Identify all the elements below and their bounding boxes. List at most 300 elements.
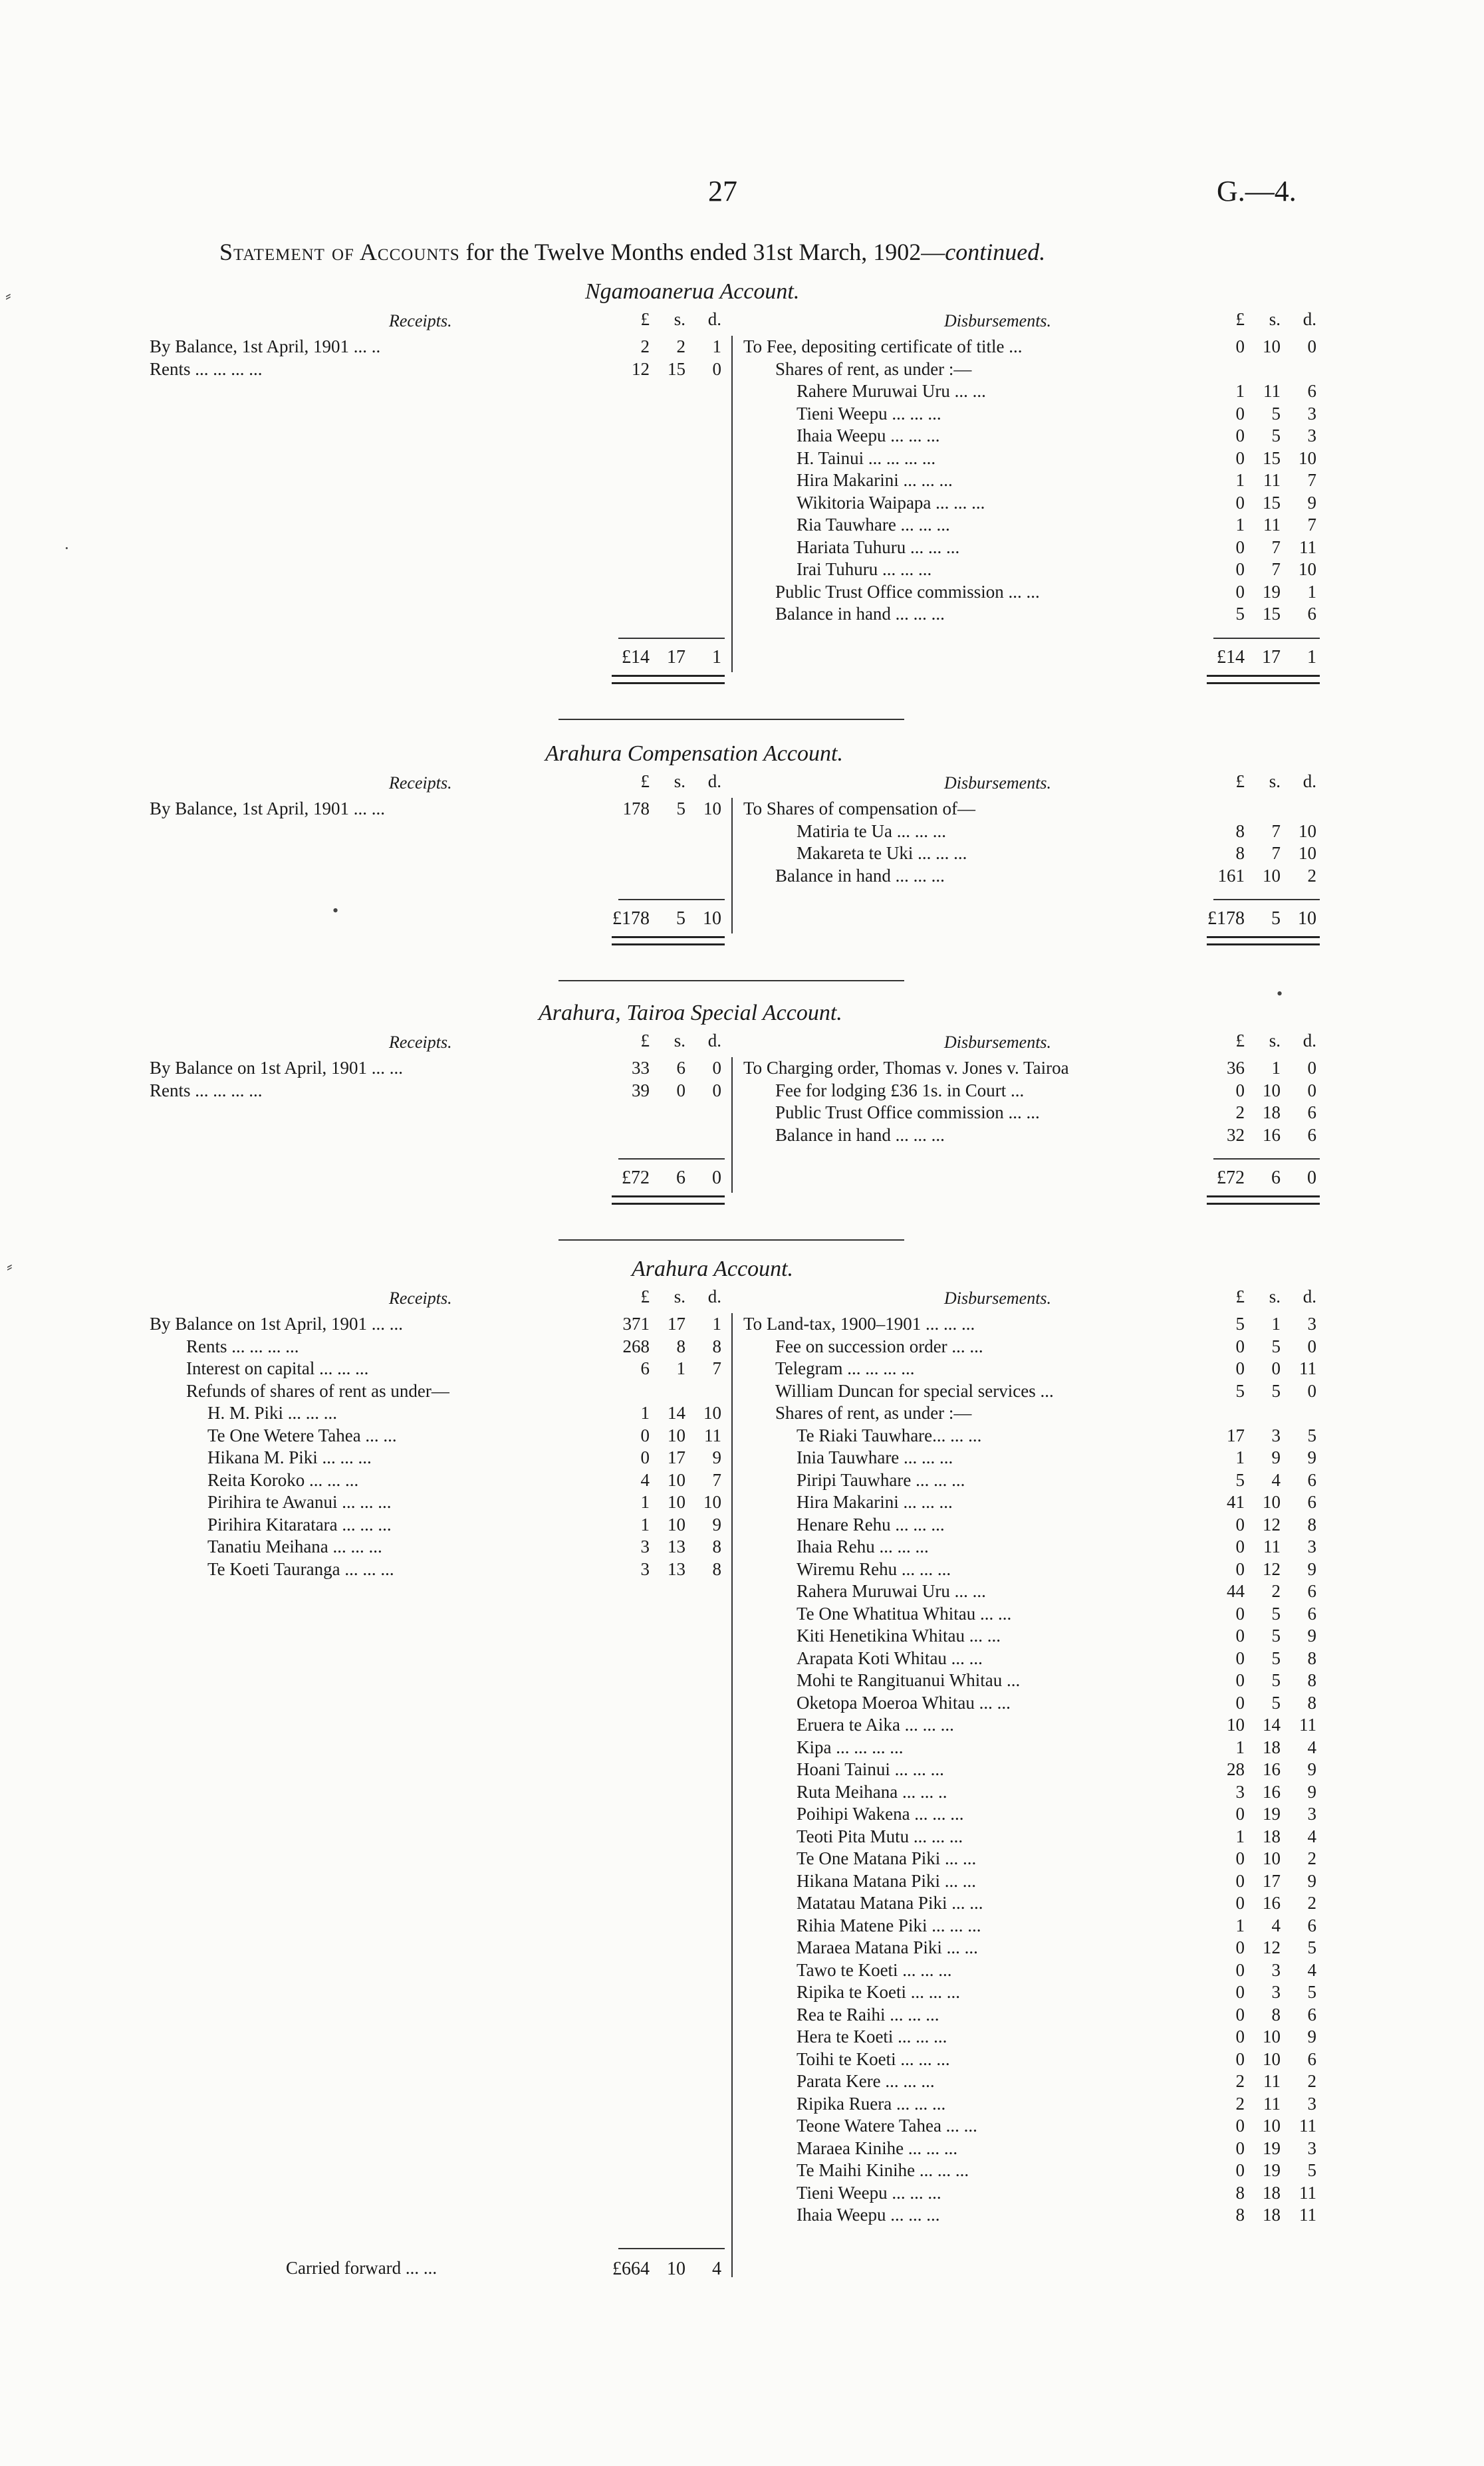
disbursement-amount-pence: 1 xyxy=(1307,581,1316,602)
disbursement-amount-shillings: 15 xyxy=(1263,604,1281,624)
disbursement-label: Rahere Muruwai Uru ... ... xyxy=(797,381,986,401)
disbursement-amount-shillings: 19 xyxy=(1263,2138,1281,2158)
disbursement-amount-pounds: 0 xyxy=(1235,403,1245,424)
disbursement-amount-pounds: 0 xyxy=(1235,1514,1245,1535)
disbursement-amount-pence: 7 xyxy=(1307,470,1316,490)
disbursement-amount-shillings: 4 xyxy=(1271,1915,1281,1935)
disbursement-amount-pounds: 0 xyxy=(1235,2048,1245,2069)
disbursements-rule xyxy=(1213,899,1320,900)
disbursement-amount-pence: 4 xyxy=(1307,1959,1316,1980)
disbursement-amount-pounds: 0 xyxy=(1235,2138,1245,2158)
disbursement-amount-pounds: 161 xyxy=(1217,865,1245,886)
receipt-amount xyxy=(608,358,721,380)
disbursement-amount-pence: 11 xyxy=(1299,2182,1316,2203)
receipt-amount xyxy=(608,1491,721,1513)
disbursement-label: Parata Kere ... ... ... xyxy=(797,2071,935,2091)
disbursements-column-headings xyxy=(1203,771,1316,793)
disbursement-amount-pounds: 0 xyxy=(1235,2004,1245,2025)
receipt-amount-pounds: 178 xyxy=(622,799,650,818)
receipts-total xyxy=(595,1166,721,1190)
disbursements-column-headings xyxy=(1203,308,1316,330)
disbursement-amount-shillings: 10 xyxy=(1263,865,1281,886)
disbursement-amount-pence: 6 xyxy=(1307,2048,1316,2069)
disbursement-amount-pounds: 0 xyxy=(1235,447,1245,468)
disbursement-amount-pounds: 2 xyxy=(1235,2071,1245,2091)
disbursement-amount-pence xyxy=(1281,798,1316,820)
disbursement-amount-pounds xyxy=(1203,358,1245,380)
receipts-header: Receipts. xyxy=(389,773,452,793)
disbursement-amount-shillings: 5 xyxy=(1271,1626,1281,1646)
disbursement-amount-pence: 4 xyxy=(1307,1737,1316,1757)
disbursements-total-shillings: 5 xyxy=(1271,908,1281,929)
receipt-amount-pounds: 1 xyxy=(640,1403,650,1423)
disbursement-amount-shillings: 14 xyxy=(1263,1715,1281,1735)
disbursement-label: Te One Whatitua Whitau ... ... xyxy=(797,1603,1012,1624)
disbursements-double-rule xyxy=(1207,936,1320,945)
disbursement-amount-pence: 0 xyxy=(1307,1058,1316,1078)
disbursement-amount xyxy=(1203,1580,1316,1602)
receipts-column-headings xyxy=(608,308,721,330)
receipt-amount-pence: 10 xyxy=(703,1492,721,1512)
disbursements-column-headings xyxy=(1203,1286,1316,1308)
receipt-label: By Balance on 1st April, 1901 ... ... xyxy=(150,1058,403,1078)
disbursement-label: Hikana Matana Piki ... ... xyxy=(797,1870,976,1891)
disbursement-label: Teoti Pita Mutu ... ... ... xyxy=(797,1826,963,1846)
title-prefix: Statement of Accounts xyxy=(219,239,460,265)
disbursement-label: Rihia Matene Piki ... ... ... xyxy=(797,1915,981,1935)
disbursement-amount-pence: 11 xyxy=(1299,537,1316,557)
disbursement-label: Tawo te Koeti ... ... ... xyxy=(797,1959,952,1980)
disbursement-amount xyxy=(1203,1080,1316,1102)
receipts-rule xyxy=(618,899,725,900)
disbursement-amount-pounds: 8 xyxy=(1235,2182,1245,2203)
receipt-amount-pounds: 3 xyxy=(640,1558,650,1579)
disbursements-total-pence: 10 xyxy=(1298,908,1316,929)
disbursement-label: Poihipi Wakena ... ... ... xyxy=(797,1804,964,1824)
disbursement-amount-pounds: 8 xyxy=(1235,843,1245,863)
disbursement-amount xyxy=(1203,2159,1316,2181)
disbursement-amount xyxy=(1203,336,1316,358)
disbursement-amount-pounds: 0 xyxy=(1235,1626,1245,1646)
disbursement-amount-shillings: 10 xyxy=(1263,1080,1281,1100)
disbursement-amount-pounds: 0 xyxy=(1235,2160,1245,2180)
disbursement-amount-shillings: 5 xyxy=(1271,1670,1281,1690)
disbursement-amount-shillings: 11 xyxy=(1263,515,1281,535)
disbursement-amount-pence xyxy=(1281,358,1316,380)
disbursement-label: Rahera Muruwai Uru ... ... xyxy=(797,1581,986,1601)
disbursement-amount-shillings: 9 xyxy=(1271,1447,1281,1467)
disbursement-amount xyxy=(1203,1380,1316,1402)
disbursements-column-headings-pence: d. xyxy=(1302,1031,1316,1050)
disbursement-amount-pounds: 0 xyxy=(1235,1937,1245,1957)
disbursement-amount-shillings xyxy=(1245,1402,1281,1424)
disbursement-label: Ihaia Weepu ... ... ... xyxy=(797,2205,940,2225)
disbursement-amount xyxy=(1203,1625,1316,1647)
disbursement-amount-pounds: 0 xyxy=(1235,1804,1245,1824)
disbursement-amount xyxy=(1203,1491,1316,1513)
disbursements-double-rule xyxy=(1207,1195,1320,1205)
disbursement-label: Maraea Kinihe ... ... ... xyxy=(797,2138,958,2158)
receipt-label: Rents ... ... ... ... xyxy=(150,1080,263,1100)
disbursement-amount-shillings: 16 xyxy=(1263,1124,1281,1145)
disbursement-amount-pence: 6 xyxy=(1307,1102,1316,1122)
disbursement-label: Fee for lodging £36 1s. in Court ... xyxy=(775,1080,1025,1100)
disbursements-column-headings-pence: d. xyxy=(1302,309,1316,329)
receipt-label: Te One Wetere Tahea ... ... xyxy=(207,1425,397,1445)
disbursement-amount xyxy=(1203,1536,1316,1558)
disbursement-amount-pounds: 5 xyxy=(1235,1314,1245,1334)
disbursement-amount-pence: 0 xyxy=(1307,1336,1316,1356)
disbursement-amount-pounds xyxy=(1203,798,1245,820)
disbursements-rule xyxy=(1213,638,1320,639)
disbursement-amount-shillings: 16 xyxy=(1263,1759,1281,1779)
receipts-column-headings-pound: £ xyxy=(640,309,650,329)
disbursement-amount-pounds: 8 xyxy=(1235,820,1245,841)
receipt-amount-pounds xyxy=(608,1380,650,1402)
document-title xyxy=(219,238,1045,266)
carried-forward-amount-pence: 4 xyxy=(712,2259,721,2279)
disbursement-amount-shillings: 7 xyxy=(1271,820,1281,841)
receipts-column-headings-pence: d. xyxy=(707,771,721,791)
disbursement-amount xyxy=(1203,537,1316,558)
receipts-column-headings-pound: £ xyxy=(640,1031,650,1050)
column-divider xyxy=(731,798,733,933)
carried-forward-amount xyxy=(595,2257,721,2281)
disbursement-amount-pence: 9 xyxy=(1307,1558,1316,1579)
receipt-amount-pence: 7 xyxy=(712,1469,721,1490)
disbursement-amount-pence: 6 xyxy=(1307,1603,1316,1624)
disbursement-label: Public Trust Office commission ... ... xyxy=(775,581,1040,602)
disbursement-amount-pence: 9 xyxy=(1307,2027,1316,2046)
receipts-total-pounds: £72 xyxy=(622,1168,650,1188)
receipts-column-headings-pound: £ xyxy=(640,1287,650,1306)
disbursement-amount-pounds: 41 xyxy=(1227,1492,1245,1512)
receipt-amount-shillings: 8 xyxy=(676,1336,685,1356)
margin-mark-3: • xyxy=(332,901,339,920)
disbursement-amount-shillings: 15 xyxy=(1263,447,1281,468)
receipt-label: By Balance, 1st April, 1901 ... .. xyxy=(150,336,381,356)
disbursement-amount-shillings: 19 xyxy=(1263,1804,1281,1824)
disbursement-label: Irai Tuhuru ... ... ... xyxy=(797,559,932,579)
disbursement-amount-pence: 5 xyxy=(1307,1982,1316,2002)
disbursement-amount-pence: 11 xyxy=(1299,2116,1316,2136)
disbursement-amount-shillings: 8 xyxy=(1271,2004,1281,2025)
disbursement-label: Makareta te Uki ... ... ... xyxy=(797,843,967,863)
disbursement-label: Te One Matana Piki ... ... xyxy=(797,1848,977,1868)
disbursement-amount-pence: 11 xyxy=(1299,1358,1316,1378)
receipt-amount-pounds: 33 xyxy=(632,1058,650,1078)
section-separator xyxy=(558,1239,904,1241)
receipt-amount-shillings: 5 xyxy=(676,799,685,818)
disbursement-amount-pence: 9 xyxy=(1307,1781,1316,1802)
disbursement-amount-pence: 6 xyxy=(1307,604,1316,624)
disbursement-amount xyxy=(1203,1358,1316,1380)
disbursement-amount xyxy=(1203,2004,1316,2026)
carried-forward-label: Carried forward ... ... xyxy=(286,2258,437,2278)
disbursement-label: Eruera te Aika ... ... ... xyxy=(797,1715,954,1735)
receipts-rule xyxy=(618,1158,725,1160)
disbursement-amount-pence: 10 xyxy=(1298,843,1316,863)
disbursement-amount-shillings: 7 xyxy=(1271,559,1281,579)
receipt-amount xyxy=(608,1080,721,1102)
disbursement-amount-shillings: 12 xyxy=(1263,1937,1281,1957)
receipt-amount xyxy=(608,1402,721,1424)
disbursement-amount-pounds: 1 xyxy=(1235,470,1245,490)
receipt-amount-pence: 1 xyxy=(712,1314,721,1334)
disbursements-total-pence: 0 xyxy=(1307,1168,1316,1188)
receipts-double-rule xyxy=(612,936,725,945)
disbursement-amount-pence: 2 xyxy=(1307,1848,1316,1868)
disbursement-amount xyxy=(1203,1692,1316,1714)
receipts-header: Receipts. xyxy=(389,311,452,330)
disbursement-amount-pounds: 3 xyxy=(1235,1781,1245,1802)
disbursement-amount-pence: 6 xyxy=(1307,381,1316,401)
disbursements-column-headings-shilling: s. xyxy=(1269,1031,1281,1050)
account-title: Arahura Account. xyxy=(632,1257,794,1281)
disbursement-amount-shillings: 11 xyxy=(1263,2071,1281,2091)
disbursement-amount-shillings: 17 xyxy=(1263,1870,1281,1891)
disbursement-label: Balance in hand ... ... ... xyxy=(775,1124,945,1145)
receipt-amount xyxy=(608,1336,721,1358)
disbursements-header: Disbursements. xyxy=(944,1289,1052,1308)
disbursement-amount xyxy=(1203,1425,1316,1447)
disbursements-total-pounds: £178 xyxy=(1207,908,1245,929)
disbursement-amount-pence: 8 xyxy=(1307,1648,1316,1668)
disbursement-label: Hoani Tainui ... ... ... xyxy=(797,1759,944,1779)
disbursement-amount-shillings: 18 xyxy=(1263,1102,1281,1122)
section-separator xyxy=(558,980,904,981)
receipt-amount-pounds: 371 xyxy=(622,1314,650,1334)
receipt-amount-pence: 0 xyxy=(712,358,721,379)
disbursement-amount-shillings: 19 xyxy=(1263,2160,1281,2180)
disbursements-total-pounds: £14 xyxy=(1217,646,1245,668)
disbursement-amount-pounds: 0 xyxy=(1235,1603,1245,1624)
receipt-amount-pence: 9 xyxy=(712,1447,721,1467)
disbursement-amount-pounds: 1 xyxy=(1235,1915,1245,1935)
disbursement-amount-shillings: 10 xyxy=(1263,2027,1281,2046)
disbursement-amount xyxy=(1203,798,1316,820)
disbursement-label: Balance in hand ... ... ... xyxy=(775,865,945,886)
disbursement-amount-pounds: 0 xyxy=(1235,1670,1245,1690)
receipt-amount-shillings: 2 xyxy=(676,336,685,356)
receipt-amount-pounds: 12 xyxy=(632,358,650,379)
disbursement-label: Hira Makarini ... ... ... xyxy=(797,1492,953,1512)
receipt-amount-shillings: 14 xyxy=(668,1403,685,1423)
disbursement-amount xyxy=(1203,447,1316,469)
disbursement-amount-pence: 5 xyxy=(1307,2160,1316,2180)
disbursement-amount xyxy=(1203,2182,1316,2204)
disbursement-label: Wikitoria Waipapa ... ... ... xyxy=(797,492,985,513)
receipt-amount-pounds: 39 xyxy=(632,1080,650,1100)
disbursement-label: Henare Rehu ... ... ... xyxy=(797,1514,945,1535)
receipts-total-pence: 10 xyxy=(703,908,721,929)
receipt-amount xyxy=(608,336,721,358)
disbursement-amount-pounds: 0 xyxy=(1235,2116,1245,2136)
disbursement-amount-pounds: 8 xyxy=(1235,2205,1245,2225)
disbursement-label: Te Riaki Tauwhare... ... ... xyxy=(797,1425,982,1445)
title-main: for the Twelve Months ended 31st March, 1902— xyxy=(459,239,945,265)
disbursement-label: H. Tainui ... ... ... ... xyxy=(797,447,936,468)
disbursement-label: Inia Tauwhare ... ... ... xyxy=(797,1447,953,1467)
receipt-amount-shillings: 10 xyxy=(668,1469,685,1490)
disbursement-amount-pence: 0 xyxy=(1307,336,1316,356)
disbursement-amount xyxy=(1203,492,1316,514)
disbursement-amount-pounds: 36 xyxy=(1227,1058,1245,1078)
disbursement-amount-pounds: 44 xyxy=(1227,1581,1245,1601)
receipt-label: Interest on capital ... ... ... xyxy=(186,1358,369,1378)
disbursement-amount-pence: 6 xyxy=(1307,1469,1316,1490)
disbursement-amount xyxy=(1203,1057,1316,1079)
disbursement-label: To Fee, depositing certificate of title ... xyxy=(743,336,1023,356)
disbursement-amount xyxy=(1203,2138,1316,2159)
disbursement-amount xyxy=(1203,1737,1316,1759)
receipts-total xyxy=(595,907,721,931)
disbursement-amount-pence: 8 xyxy=(1307,1514,1316,1535)
disbursements-double-rule xyxy=(1207,675,1320,684)
disbursement-amount-pence: 3 xyxy=(1307,1537,1316,1556)
disbursement-label: Matatau Matana Piki ... ... xyxy=(797,1893,983,1913)
disbursement-amount-pounds: 0 xyxy=(1235,1336,1245,1356)
disbursement-amount xyxy=(1203,2070,1316,2092)
disbursement-amount-pounds: 0 xyxy=(1235,1848,1245,1868)
disbursement-amount-pounds: 1 xyxy=(1235,1826,1245,1846)
margin-mark-1: ⸗ xyxy=(5,286,11,305)
disbursement-amount-pence: 5 xyxy=(1307,1425,1316,1445)
disbursement-amount-pounds: 1 xyxy=(1235,1447,1245,1467)
disbursement-amount-pounds xyxy=(1203,1402,1245,1424)
disbursements-total-pence: 1 xyxy=(1307,646,1316,668)
disbursement-amount-pounds: 0 xyxy=(1235,1893,1245,1913)
disbursement-amount xyxy=(1203,1915,1316,1937)
disbursement-label: Ihaia Weepu ... ... ... xyxy=(797,426,940,445)
disbursement-label: Tieni Weepu ... ... ... xyxy=(797,403,941,424)
disbursement-label: Toihi te Koeti ... ... ... xyxy=(797,2048,950,2069)
disbursement-amount-shillings: 10 xyxy=(1263,1848,1281,1868)
receipt-label: Rents ... ... ... ... xyxy=(186,1336,299,1356)
receipt-amount-pence: 1 xyxy=(712,336,721,356)
receipt-amount-pence: 0 xyxy=(712,1058,721,1078)
disbursement-amount-pence: 4 xyxy=(1307,1826,1316,1846)
disbursement-label: Arapata Koti Whitau ... ... xyxy=(797,1648,983,1668)
disbursement-amount-shillings: 3 xyxy=(1271,1425,1281,1445)
receipt-label: Refunds of shares of rent as under— xyxy=(186,1380,449,1401)
disbursement-amount-pence: 2 xyxy=(1307,2071,1316,2091)
disbursement-label: Ihaia Rehu ... ... ... xyxy=(797,1537,929,1556)
disbursement-amount-pence: 9 xyxy=(1307,1626,1316,1646)
disbursement-amount-pounds: 0 xyxy=(1235,336,1245,356)
disbursement-amount-pounds: 0 xyxy=(1235,1982,1245,2002)
disbursement-label: Shares of rent, as under :— xyxy=(775,1403,972,1423)
disbursement-amount-pounds: 0 xyxy=(1235,426,1245,445)
disbursement-label: Teone Watere Tahea ... ... xyxy=(797,2116,977,2136)
disbursements-column-headings-pound: £ xyxy=(1235,1287,1245,1306)
disbursement-amount xyxy=(1203,2115,1316,2137)
disbursement-amount xyxy=(1203,1803,1316,1825)
disbursement-amount-pence: 10 xyxy=(1298,447,1316,468)
receipt-amount-shillings: 10 xyxy=(668,1425,685,1445)
carried-forward-amount-pounds: £664 xyxy=(612,2259,650,2279)
disbursement-amount-pence: 10 xyxy=(1298,820,1316,841)
receipt-amount-shillings: 17 xyxy=(668,1314,685,1334)
receipt-label: Reita Koroko ... ... ... xyxy=(207,1469,359,1490)
disbursement-label: Kiti Henetikina Whitau ... ... xyxy=(797,1626,1001,1646)
disbursement-amount-pence: 3 xyxy=(1307,426,1316,445)
disbursement-label: Ria Tauwhare ... ... ... xyxy=(797,515,950,535)
disbursement-amount xyxy=(1203,2048,1316,2070)
receipt-amount-pence: 0 xyxy=(712,1080,721,1100)
disbursement-amount-pounds: 0 xyxy=(1235,559,1245,579)
receipt-amount-pence: 8 xyxy=(712,1558,721,1579)
receipt-amount-shillings: 10 xyxy=(668,1492,685,1512)
receipts-column-headings-pence: d. xyxy=(707,1031,721,1050)
receipts-header: Receipts. xyxy=(389,1033,452,1052)
disbursement-amount xyxy=(1203,1781,1316,1803)
disbursement-label: Fee on succession order ... ... xyxy=(775,1336,983,1356)
disbursement-amount-pounds: 0 xyxy=(1235,492,1245,513)
disbursement-amount-shillings: 16 xyxy=(1263,1893,1281,1913)
disbursement-amount-pence: 2 xyxy=(1307,1893,1316,1913)
disbursement-amount-pounds: 28 xyxy=(1227,1759,1245,1779)
receipt-amount-pence: 10 xyxy=(703,1403,721,1423)
disbursement-amount-shillings: 7 xyxy=(1271,843,1281,863)
disbursement-amount-shillings: 15 xyxy=(1263,492,1281,513)
disbursement-amount-shillings: 11 xyxy=(1263,2093,1281,2114)
receipts-total-shillings: 5 xyxy=(676,908,685,929)
disbursement-amount xyxy=(1203,2026,1316,2048)
receipt-amount-pence: 8 xyxy=(712,1336,721,1356)
disbursement-amount xyxy=(1203,581,1316,603)
disbursements-header: Disbursements. xyxy=(944,311,1052,330)
disbursements-column-headings-shilling: s. xyxy=(1269,309,1281,329)
receipts-column-headings-shilling: s. xyxy=(674,1031,685,1050)
disbursements-total xyxy=(1190,1166,1316,1190)
disbursements-total-pounds: £72 xyxy=(1217,1168,1245,1188)
disbursement-amount-shillings: 11 xyxy=(1263,1537,1281,1556)
disbursement-amount xyxy=(1203,1336,1316,1358)
disbursement-amount-pence: 5 xyxy=(1307,1937,1316,1957)
disbursement-amount-pence: 6 xyxy=(1307,1492,1316,1512)
receipts-column-headings-pence: d. xyxy=(707,1287,721,1306)
disbursements-column-headings-pound: £ xyxy=(1235,771,1245,791)
disbursement-label: Maraea Matana Piki ... ... xyxy=(797,1937,978,1957)
disbursement-amount-pence: 3 xyxy=(1307,2138,1316,2158)
disbursement-amount xyxy=(1203,1959,1316,1981)
disbursement-amount xyxy=(1203,558,1316,580)
receipt-amount xyxy=(608,1536,721,1558)
disbursement-amount xyxy=(1203,403,1316,425)
disbursement-amount xyxy=(1203,1669,1316,1691)
disbursement-label: Oketopa Moeroa Whitau ... ... xyxy=(797,1692,1011,1713)
disbursement-label: Hira Makarini ... ... ... xyxy=(797,470,953,490)
disbursement-amount-shillings: 10 xyxy=(1263,2116,1281,2136)
receipt-label: Pirihira Kitaratara ... ... ... xyxy=(207,1514,392,1535)
receipt-label: Pirihira te Awanui ... ... ... xyxy=(207,1492,392,1512)
disbursements-total xyxy=(1190,646,1316,670)
disbursement-amount-pence: 9 xyxy=(1307,1447,1316,1467)
disbursement-amount-shillings: 19 xyxy=(1263,581,1281,602)
receipt-amount-pounds: 0 xyxy=(640,1447,650,1467)
disbursement-amount xyxy=(1203,1603,1316,1625)
disbursement-amount-pounds: 0 xyxy=(1235,1959,1245,1980)
disbursement-amount-shillings: 12 xyxy=(1263,1514,1281,1535)
disbursement-amount-shillings: 10 xyxy=(1263,336,1281,356)
disbursement-amount xyxy=(1203,2204,1316,2226)
disbursement-label: Public Trust Office commission ... ... xyxy=(775,1102,1040,1122)
receipt-amount-pounds: 4 xyxy=(640,1469,650,1490)
disbursement-amount xyxy=(1203,1124,1316,1146)
disbursement-label: Rea te Raihi ... ... ... xyxy=(797,2004,939,2025)
disbursement-amount-pounds: 2 xyxy=(1235,2093,1245,2114)
